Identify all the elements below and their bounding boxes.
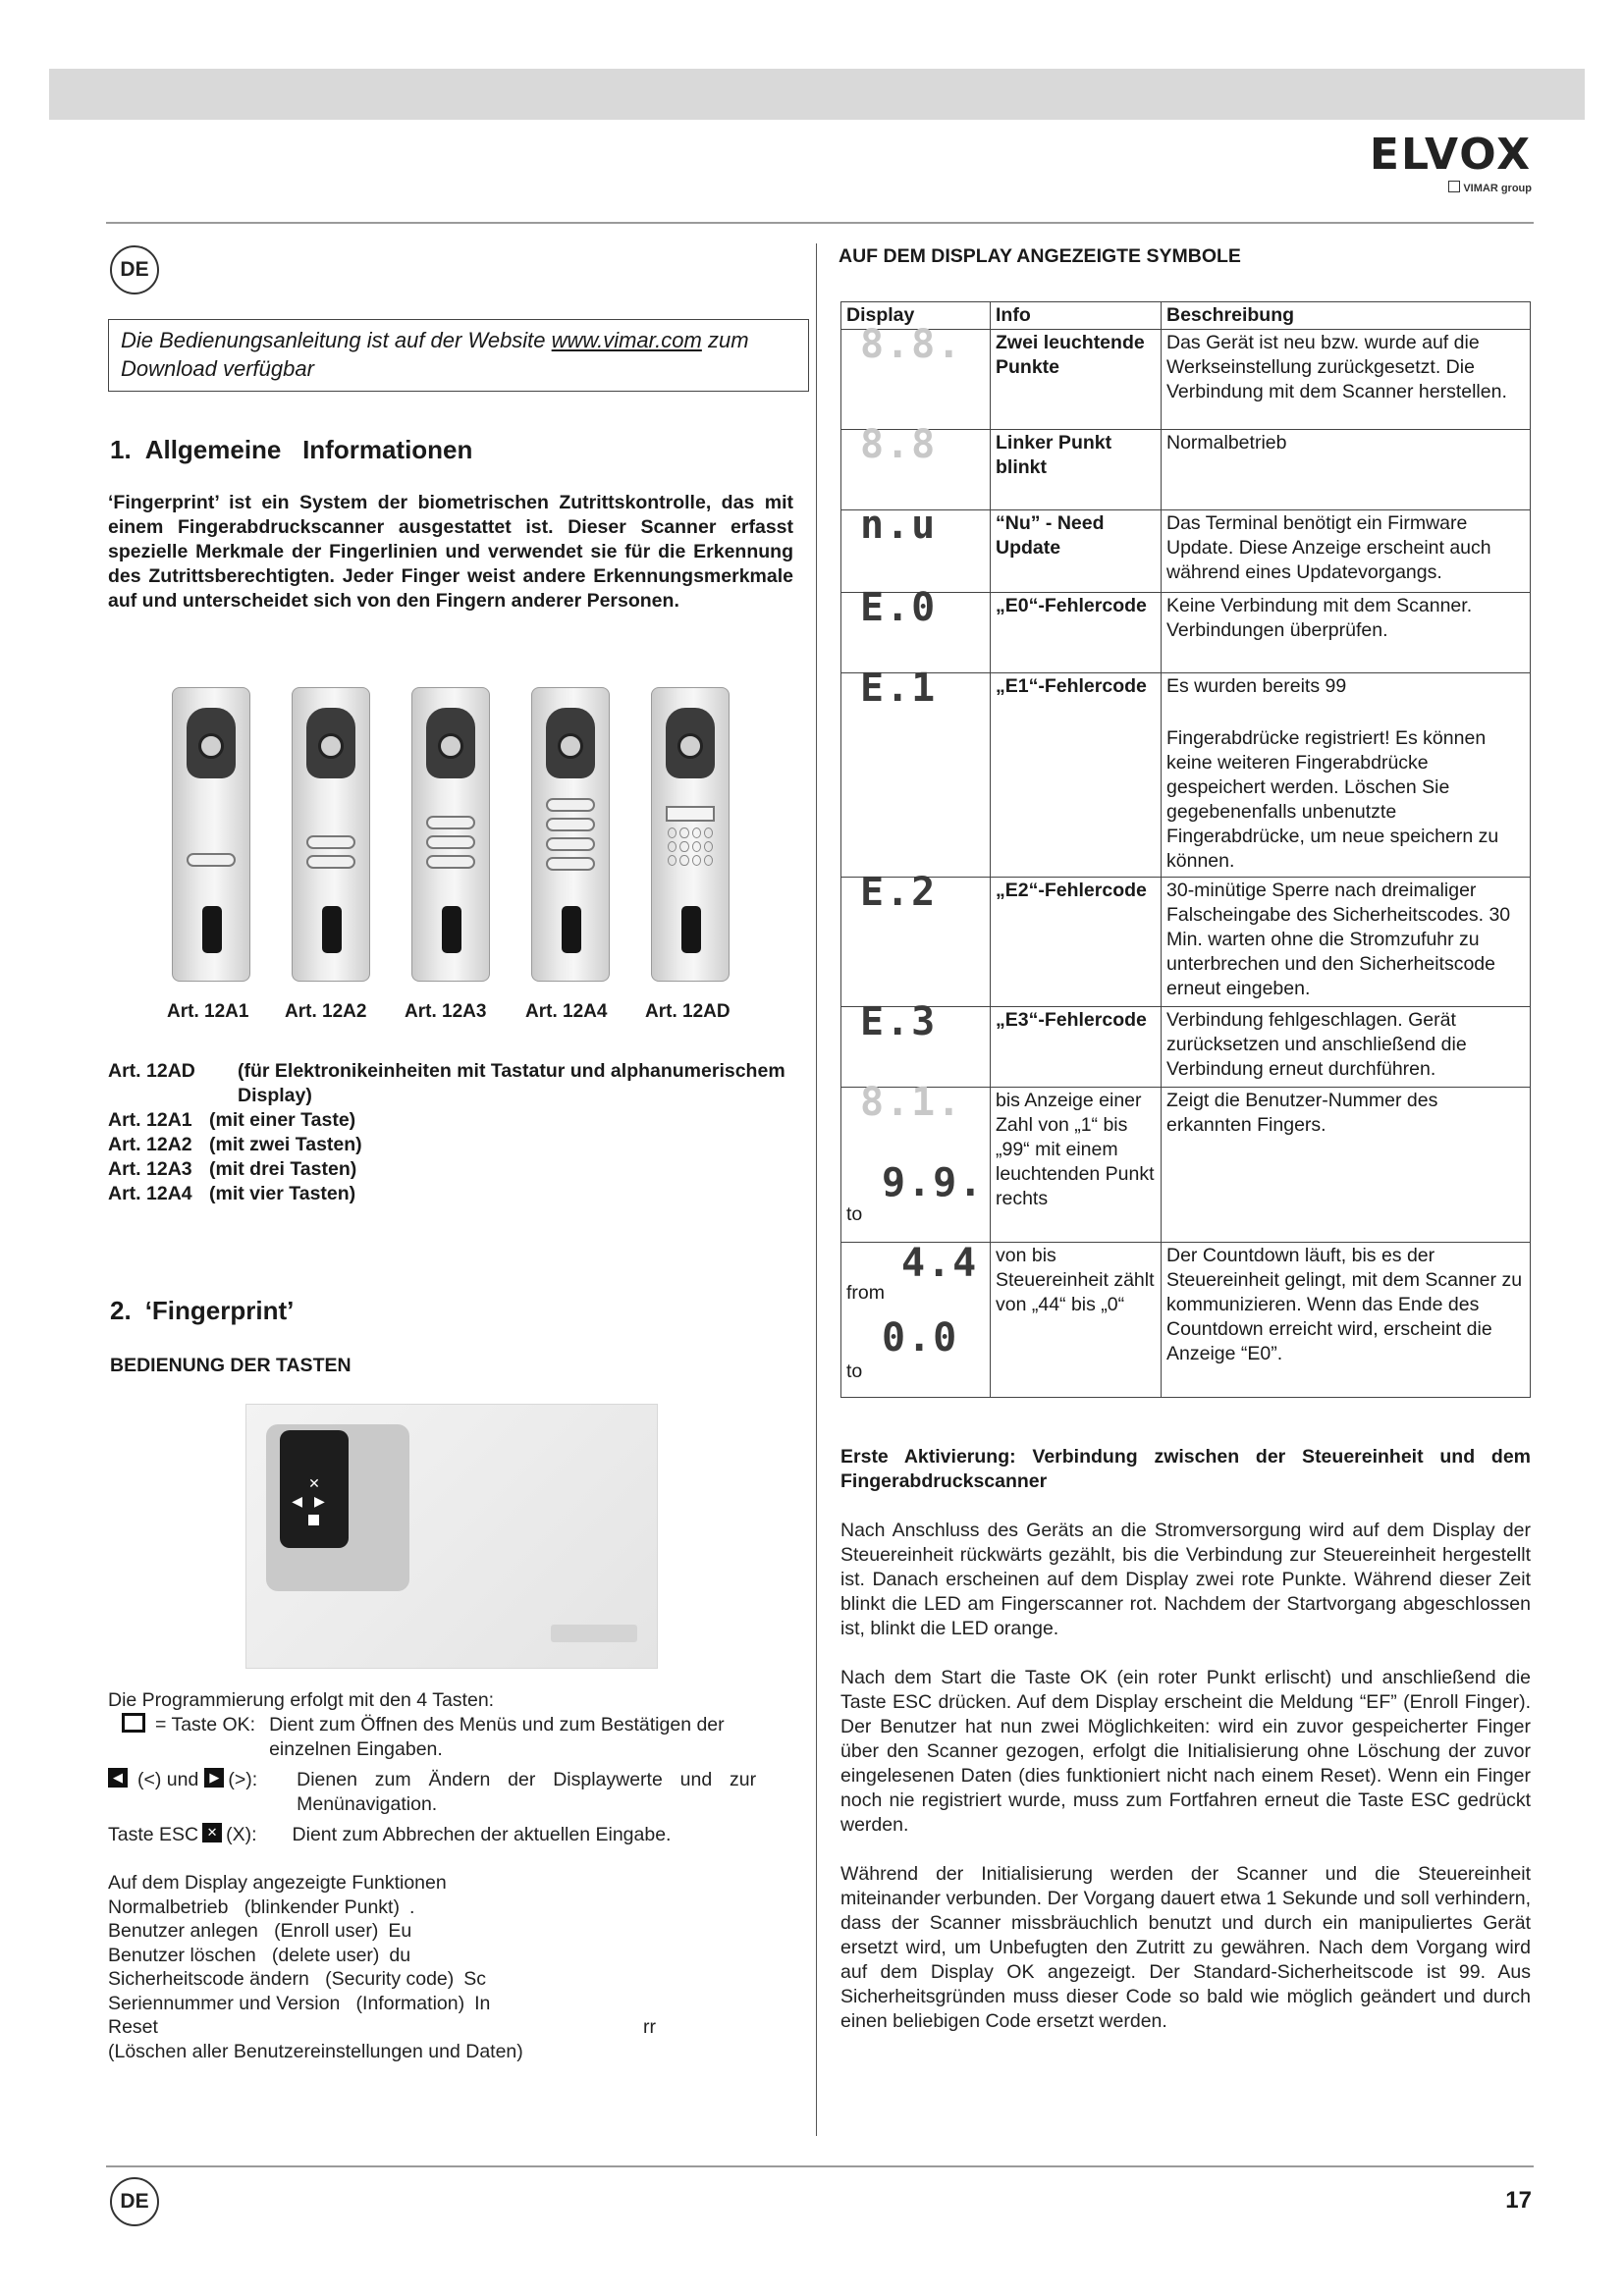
camera-icon	[546, 708, 595, 778]
section-1-heading: 1. Allgemeine Informationen	[110, 435, 473, 464]
device-button	[546, 818, 595, 831]
keys-subheading: BEDIENUNG DER TASTEN	[110, 1355, 352, 1376]
arrows-icon: ◀▶	[292, 1493, 337, 1509]
article-list	[108, 1059, 795, 1206]
logo-plate	[551, 1625, 637, 1642]
column-header: Beschreibung	[1162, 302, 1531, 330]
esc-key-row: Taste ESC ✕ (X): Dient zum Abbrechen der aktuellen Eingabe.	[108, 1824, 672, 1845]
seven-segment-display: E.1	[860, 666, 938, 711]
seven-segment-display: E.2	[860, 870, 938, 915]
function-row: Reset rr	[108, 2016, 656, 2038]
symbols-table	[840, 301, 1531, 1398]
device-button	[426, 855, 475, 869]
seven-segment-display: n.u	[860, 503, 938, 548]
device-button	[426, 835, 475, 849]
device-keypad	[668, 828, 713, 866]
footer-language-badge: DE	[110, 2177, 159, 2226]
column-header: Display	[841, 302, 991, 330]
left-arrow-icon: ◀	[108, 1768, 128, 1788]
close-icon: ✕	[308, 1475, 320, 1491]
fingerprint-slot	[681, 906, 701, 953]
footer-rule	[106, 2165, 1534, 2167]
function-row: Normalbetrieb (blinkender Punkt) .	[108, 1896, 415, 1918]
ok-icon	[308, 1515, 319, 1525]
seven-segment-display: 8.1. to 9.9.	[846, 1080, 985, 1225]
table-row: 8.8 Linker Punkt blinkt Normalbetrieb	[841, 430, 1531, 510]
device-button	[546, 837, 595, 851]
device-label: Art. 12A4	[525, 1001, 608, 1022]
fingerprint-slot	[562, 906, 581, 953]
vimar-icon	[1448, 181, 1460, 192]
language-badge: DE	[110, 245, 159, 294]
programming-keys: Die Programmierung erfolgt mit den 4 Tasten: = Taste OK: Dient zum Öffnen des Menüs und zum Bestätigen der einzelnen Eingaben. ◀ (<) und ▶ (>): Dienen zum Ändern der Displaywerte und zur Menünavigation. Taste ESC ✕ (X): Dient zum Abbrechen der aktuellen Eingabe.	[108, 1688, 795, 1847]
brand-logo	[1369, 130, 1532, 194]
right-arrow-icon: ▶	[204, 1768, 224, 1788]
camera-icon	[306, 708, 355, 778]
device-button	[187, 853, 236, 867]
seven-segment-display: 8.8.	[860, 322, 963, 367]
page-number: 17	[1505, 2187, 1532, 2214]
device-label: Art. 12A3	[405, 1001, 487, 1022]
camera-icon	[187, 708, 236, 778]
section-1-intro: ‘Fingerprint’ ist ein System der biometrischen Zutrittskontrolle, das mit einem Fingerabdruckscanner ausgestattet ist. Dieser Scanner erfasst spezielle Merkmale der Fingerlinien und verwendet sie für die Erkennung des Zutrittsberechtigten. Jeder Finger weist andere Erkennungsmerkmale auf und unterscheidet sich von den Fingern anderer Personen.	[108, 492, 793, 612]
function-row: Seriennummer und Version (Information) In	[108, 1992, 491, 2014]
brand-name: ELVOX	[1369, 130, 1532, 180]
activation-paragraph-1: Nach Anschluss des Geräts an die Stromversorgung wird auf dem Display der Steuereinheit rückwärts gezählt, bis die Verbindung zur Steuereinheit hergestellt ist. Danach erscheinen auf dem Display zwei rote Punkte. Während dieser Zeit blinkt die LED am Fingerscanner rot. Nachdem der Startvorgang abgeschlossen ist, blinkt die LED orange.	[840, 1520, 1531, 1639]
activation-heading: Erste Aktivierung: Verbindung zwischen der Steuereinheit und dem Fingerabdruckscanner	[840, 1446, 1531, 1492]
column-header: Info	[991, 302, 1162, 330]
device-button	[426, 816, 475, 829]
symbols-heading: AUF DEM DISPLAY ANGEZEIGTE SYMBOLE	[839, 245, 1241, 267]
keypad-photo	[245, 1404, 658, 1669]
seven-segment-display: E.0	[860, 585, 938, 630]
lr-key-row: ◀ (<) und ▶ (>): Dienen zum Ändern der Displaywerte und zur Menünavigation.	[108, 1768, 795, 1817]
device-button	[546, 857, 595, 871]
table-row: 8.1. to 9.9. bis Anzeige einer Zahl von „1“ bis „99“ mit einem leuchtenden Punkt rechts Zeigt die Benutzer-Nummer des erkannten Fingers.	[841, 1088, 1531, 1243]
table-row: E.3 „E3“-Fehlercode Verbindung fehlgeschlagen. Gerät zurücksetzen und anschließend die Verbindung erneut durchführen.	[841, 1007, 1531, 1088]
seven-segment-display: E.3	[860, 999, 938, 1044]
function-row: Sicherheitscode ändern (Security code) Sc	[108, 1968, 487, 1990]
device-button	[546, 798, 595, 812]
activation-paragraph-3: Während der Initialisierung werden der Scanner und die Steuereinheit miteinander verbunden. Der Vorgang dauert etwa 1 Sekunde und soll verhindern, dass der Scanner missbräuchlich benutzt und durch ein manipuliertes Gerät ersetzt wird, um Unbefugten den Zutritt zu gewähren. Nach dem Vorgang wird auf dem Display OK angezeigt. Der Standard-Sicherheitscode ist 99. Aus Sicherheitsgründen muss dieser Code so bald wie möglich geändert und durch einen beliebigen Code ersetzt werden.	[840, 1863, 1531, 2032]
header-bar	[49, 69, 1585, 120]
section-2-heading: 2. ‘Fingerprint’	[110, 1296, 295, 1325]
article-row: Art. 12AD (für Elektronikeinheiten mit Tastatur und alphanumerischem Display)	[108, 1060, 785, 1106]
keypad-buttons	[280, 1430, 349, 1548]
function-row: Benutzer löschen (delete user) du	[108, 1944, 411, 1966]
display-functions: Auf dem Display angezeigte Funktionen Normalbetrieb (blinkender Punkt) . Benutzer anlegen (Enroll user) Eu Benutzer löschen (delete user) du Sicherheitscode ändern (Security code) Sc Seriennummer und Version (Information) In Reset rr (Löschen aller Benutzereinstellungen und Daten)	[108, 1871, 795, 2063]
device-illustrations	[172, 687, 741, 1001]
camera-icon	[666, 708, 715, 778]
vimar-link[interactable]: www.vimar.com	[551, 328, 702, 352]
device-label: Art. 12AD	[645, 1001, 731, 1022]
table-row: E.1 „E1“-Fehlercode Es wurden bereits 99 Fingerabdrücke registriert! Es können keine weiteren Fingerabdrücke gespeichert werden. Löschen Sie gegebenenfalls unbenutzte Fingerabdrücke, um neue speichern zu können.	[841, 673, 1531, 878]
activation-paragraph-2: Nach dem Start die Taste OK (ein roter Punkt erlischt) und anschließend die Taste ESC drücken. Auf dem Display erscheint die Meldung “EF” (Enroll Finger). Der Benutzer hat nun zwei Möglichkeiten: wird ein zuvor gespeicherter Finger über den Scanner gezogen, erfolgt die Initialisierung ohne Löschung der zuvor eingelesenen Daten (dies funktioniert nicht nach einem Reset). Wenn ein Finger noch nie registriert wurde, muss zum Fortfahren erneut die Taste ESC gedrückt werden.	[840, 1667, 1531, 1836]
device-label: Art. 12A2	[285, 1001, 367, 1022]
device-12ad	[651, 687, 730, 982]
table-row: E.2 „E2“-Fehlercode 30-minütige Sperre nach dreimaliger Falscheingabe des Sicherheitscodes. 30 Min. warten ohne die Stromzufuhr zu unterbrechen und den Sicherheitscode erneut eingeben.	[841, 878, 1531, 1007]
device-12a4	[531, 687, 610, 982]
table-row: E.0 „E0“-Fehlercode Keine Verbindung mit dem Scanner. Verbindungen überprüfen.	[841, 593, 1531, 673]
article-row: Art. 12A3 (mit drei Tasten)	[108, 1158, 357, 1180]
ok-key-row: = Taste OK: Dient zum Öffnen des Menüs und zum Bestätigen der einzelnen Eingaben.	[108, 1713, 795, 1762]
table-row: 8.8. Zwei leuchtende Punkte Das Gerät ist neu bzw. wurde auf die Werkseinstellung zurückgesetzt. Die Verbindung mit dem Scanner herstellen.	[841, 330, 1531, 430]
device-label: Art. 12A1	[167, 1001, 249, 1022]
column-divider	[816, 243, 817, 2136]
device-12a2	[292, 687, 370, 982]
device-12a3	[411, 687, 490, 982]
article-row: Art. 12A2 (mit zwei Tasten)	[108, 1134, 362, 1155]
device-display	[666, 806, 715, 822]
article-row: Art. 12A1 (mit einer Taste)	[108, 1109, 356, 1131]
function-row: (Löschen aller Benutzereinstellungen und Daten)	[108, 2040, 523, 2062]
device-button	[306, 855, 355, 869]
x-icon: ✕	[202, 1823, 222, 1842]
device-12a1	[172, 687, 250, 982]
seven-segment-display: 8.8	[860, 422, 938, 467]
camera-icon	[426, 708, 475, 778]
table-row: from 4.4 to 0.0 von bis Steuereinheit zählt von „44“ bis „0“ Der Countdown läuft, bis es der Steuereinheit gelingt, mit dem Scanner zu kommunizieren. Wenn das Ende des Countdown erreicht wird, erscheint die Anzeige “E0”.	[841, 1243, 1531, 1398]
fingerprint-slot	[202, 906, 222, 953]
fingerprint-slot	[442, 906, 461, 953]
brand-subline: VIMAR group	[1370, 181, 1532, 194]
table-row: n.u “Nu” - Need Update Das Terminal benötigt ein Firmware Update. Diese Anzeige erscheint auch während eines Updatevorgangs.	[841, 510, 1531, 593]
ok-square-icon	[122, 1713, 145, 1733]
function-row: Benutzer anlegen (Enroll user) Eu	[108, 1920, 412, 1942]
article-row: Art. 12A4 (mit vier Tasten)	[108, 1183, 356, 1204]
seven-segment-display: from 4.4 to 0.0	[846, 1241, 979, 1382]
header-rule	[106, 222, 1534, 224]
device-button	[306, 835, 355, 849]
download-notice: Die Bedienungsanleitung ist auf der Website www.vimar.com zum Download verfügbar	[108, 319, 809, 392]
fingerprint-slot	[322, 906, 342, 953]
